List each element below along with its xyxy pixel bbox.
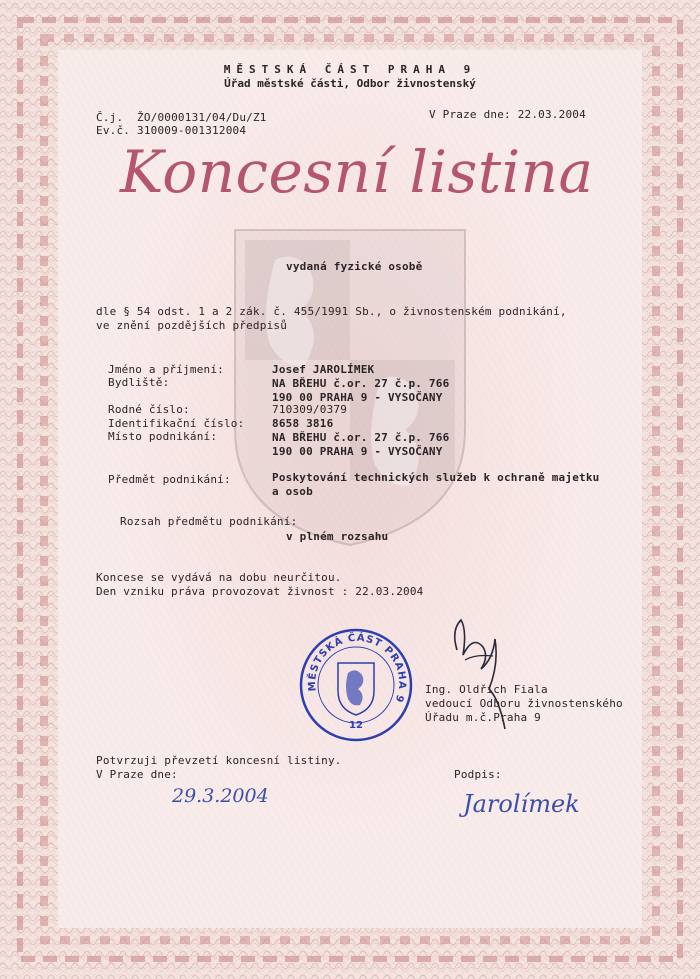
cj-value: ŽO/0000131/04/Du/Z1	[137, 111, 267, 124]
stamp-text: MĚSTSKÁ ČÁST PRAHA 9	[306, 632, 408, 705]
stamp-number: 12	[349, 720, 363, 731]
ev-value: 310009-001312004	[137, 124, 247, 137]
office-heading: Úřad městské části, Odbor živnostenský	[224, 77, 476, 90]
ev-label: Ev.č.	[96, 124, 131, 137]
official-role2: Úřadu m.č.Praha 9	[425, 711, 541, 724]
birth-number-value: 710309/0379	[272, 403, 348, 416]
cj-label: Č.j.	[96, 111, 124, 124]
issue-date: V Praze dne: 22.03.2004	[429, 108, 586, 121]
business-place-line1: NA BŘEHU č.or. 27 č.p. 766	[272, 431, 450, 444]
id-number-label: Identifikační číslo:	[108, 417, 245, 430]
receipt-line: Potvrzuji převzetí koncesní listiny.	[96, 754, 342, 767]
receipt-signature-label: Podpis:	[454, 768, 502, 781]
handwritten-date: 29.3.2004	[172, 785, 269, 807]
issued-to: vydaná fyzické osobě	[286, 260, 423, 273]
handwritten-signature: Jarolímek	[463, 790, 580, 818]
legal-basis-line1: dle § 54 odst. 1 a 2 zák. č. 455/1991 Sb., o živnostenském podnikání,	[96, 305, 567, 318]
scope-label: Rozsah předmětu podnikání:	[120, 515, 298, 528]
receipt-date-label: V Praze dne:	[96, 768, 178, 781]
name-label: Jméno a příjmení:	[108, 363, 224, 376]
legal-basis-line2: ve znění pozdějších předpisů	[96, 319, 288, 332]
subject-line2: a osob	[272, 485, 313, 498]
official-role1: vedoucí Odboru živnostenského	[425, 697, 623, 710]
official-name: Ing. Oldřich Fiala	[425, 683, 548, 696]
official-stamp	[298, 627, 414, 743]
birth-number-label: Rodné číslo:	[108, 403, 190, 416]
subject-label: Předmět podnikání:	[108, 473, 231, 486]
id-number-value: 8658 3816	[272, 417, 334, 430]
authority-heading: MĚSTSKÁ ČÁST PRAHA 9	[223, 63, 477, 76]
business-place-label: Místo podnikání:	[108, 430, 218, 443]
business-place-line2: 190 00 PRAHA 9 - VYSOČANY	[272, 445, 443, 458]
subject-line1: Poskytování technických služeb k ochraně majetku	[272, 471, 600, 484]
document-title: Koncesní listina	[120, 138, 594, 206]
residence-line2: 190 00 PRAHA 9 - VYSOČANY	[272, 391, 443, 404]
scope-value: v plném rozsahu	[286, 530, 389, 543]
validity-line2: Den vzniku práva provozovat živnost : 22.03.2004	[96, 585, 424, 598]
name-value: Josef JAROLÍMEK	[272, 363, 375, 376]
residence-label: Bydliště:	[108, 376, 170, 389]
validity-line1: Koncese se vydává na dobu neurčitou.	[96, 571, 342, 584]
residence-line1: NA BŘEHU č.or. 27 č.p. 766	[272, 377, 450, 390]
